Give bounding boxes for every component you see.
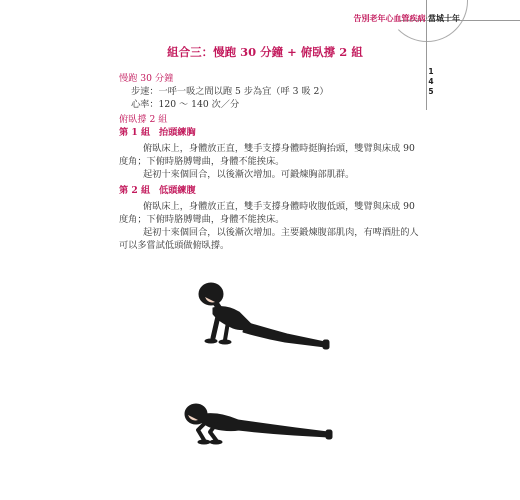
pushup-high-position-illustration <box>175 282 345 357</box>
pushup-low-position-illustration <box>176 402 346 452</box>
running-head-separator: ‧ <box>425 14 428 23</box>
jog-heart-rate: 心率：120 ～ 140 次／分 <box>131 99 240 110</box>
jog-section <box>119 72 419 111</box>
group2-label: 第 2 組 <box>119 185 151 196</box>
group2-note: 起初十來個回合，以後漸次增加。主要鍛煉腹部肌肉，有啤酒肚的人可以多嘗試低頭做俯臥撐。 <box>119 227 419 251</box>
pushup-heading: 俯臥撐 2 組 <box>119 114 168 125</box>
group2-heading <box>119 184 419 197</box>
page-number-digit: 5 <box>428 87 434 96</box>
running-head-chapter: 當城十年 <box>428 13 460 23</box>
section-title: 組合三：慢跑 30 分鐘 + 俯臥撐 2 組 <box>167 45 363 59</box>
jog-pace: 步速：一呼一吸之間以跑 5 步為宜（呼 3 吸 2） <box>131 86 329 97</box>
group2-description: 俯臥床上，身體放正直，雙手支撐身體時收腹低頭，雙臂與床成 90 度角；下俯時胳膊彎曲，身體不能挨床。 <box>119 201 415 225</box>
group2-name: 低頭練腹 <box>158 185 196 196</box>
group1-label: 第 1 組 <box>119 127 151 138</box>
jog-heading: 慢跑 30 分鐘 <box>119 73 174 84</box>
page-number <box>426 67 436 97</box>
group1-description: 俯臥床上，身體放正直，雙手支撐身體時挺胸抬頭，雙臂與床成 90 度角；下俯時胳膊彎曲，身體不能挨床。 <box>119 143 415 167</box>
running-head-book-title: 告別老年心血管疾病 <box>353 13 426 23</box>
pushup-section <box>119 113 419 252</box>
running-head <box>240 13 460 24</box>
page-number-digit: 1 <box>428 67 434 76</box>
group1-name: 抬頭練胸 <box>158 127 196 138</box>
group1-heading <box>119 126 419 139</box>
page-number-digit: 4 <box>428 77 434 86</box>
group1-note: 起初十來個回合，以後漸次增加。可鍛煉胸部肌群。 <box>143 169 355 180</box>
